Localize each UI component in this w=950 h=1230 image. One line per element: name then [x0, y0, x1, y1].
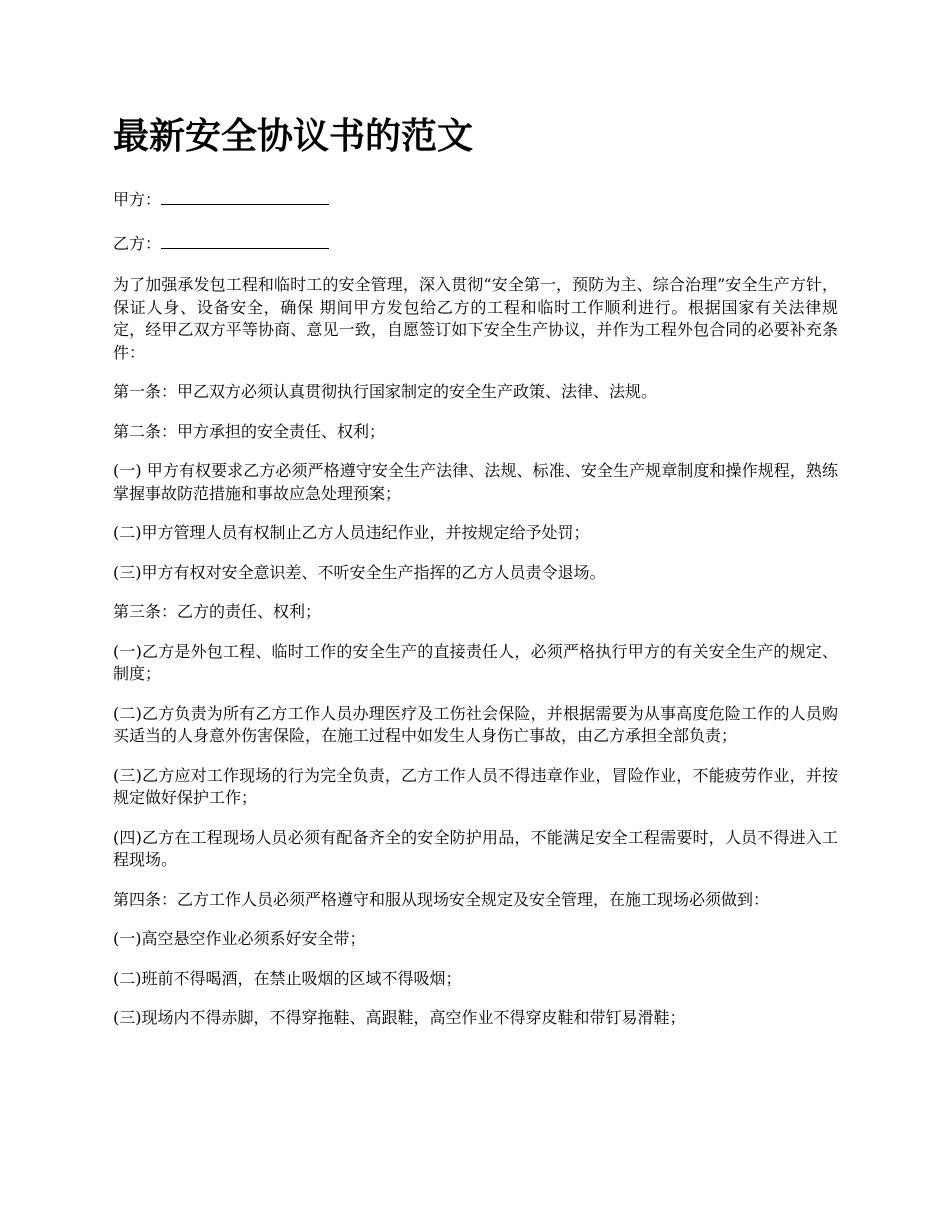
paragraph-article-2-item-2: (二)甲方管理人员有权制止乙方人员违纪作业，并按规定给予处罚；: [113, 523, 590, 542]
paragraph-intro: 为了加强承发包工程和临时工的安全管理，深入贯彻“安全第一，预防为主、综合治理”安全生产方针，保证人身、设备安全，确保 期间甲方发包给乙方的工程和临时工作顺利进行。根据国家有关法律规定，经甲乙双方平等协商、意见一致，自愿签订如下安全生产协议，并作为工程外包合同的必要补充条件：: [113, 275, 838, 362]
party-a-line: [113, 186, 838, 212]
paragraph-article-4-item-2: (二)班前不得喝酒，在禁止吸烟的区域不得吸烟；: [113, 968, 462, 988]
paragraph-article-3-item-3: (三)乙方应对工作现场的行为完全负责，乙方工作人员不得违章作业，冒险作业，不能疲劳作业，并按规定做好保护工作；: [113, 765, 838, 807]
party-b-line: [113, 230, 838, 256]
party-b-label: 乙方：: [113, 234, 162, 253]
paragraph-article-3-item-2: (二)乙方负责为所有乙方工作人员办理医疗及工伤社会保险，并根据需要为从事高度危险工作的人员购买适当的人身意外伤害保险，在施工过程中如发生人身伤亡事故，由乙方承担全部负责；: [113, 703, 838, 745]
party-a-blank: [161, 186, 329, 205]
party-b-blank: [161, 230, 329, 249]
paragraph-article-2-item-1: (一) 甲方有权要求乙方必须严格遵守安全生产法律、法规、标准、安全生产规章制度和操作规程，熟练掌握事故防范措施和事故应急处理预案；: [113, 461, 838, 503]
paragraph-article-1: 第一条：甲乙双方必须认真贯彻执行国家制定的安全生产政策、法律、法规。: [113, 382, 658, 401]
paragraph-article-3: 第三条：乙方的责任、权利；: [113, 602, 322, 621]
paragraph-article-3-item-1: (一)乙方是外包工程、临时工作的安全生产的直接责任人，必须严格执行甲方的有关安全生产的规定、制度；: [113, 641, 838, 683]
paragraph-article-4: 第四条：乙方工作人员必须严格遵守和服从现场安全规定及安全管理，在施工现场必须做到：: [113, 889, 770, 909]
paragraph-article-2-item-3: (三)甲方有权对安全意识差、不听安全生产指挥的乙方人员责令退场。: [113, 562, 606, 582]
paragraph-article-3-item-4: (四)乙方在工程现场人员必须有配备齐全的安全防护用品，不能满足安全工程需要时，人员不得进入工程现场。: [113, 827, 838, 869]
party-a-label: 甲方：: [113, 190, 162, 209]
paragraph-article-2: 第二条：甲方承担的安全责任、权利；: [113, 421, 386, 441]
paragraph-article-4-item-3: (三)现场内不得赤脚，不得穿拖鞋、高跟鞋，高空作业不得穿皮鞋和带钉易滑鞋；: [113, 1008, 686, 1027]
paragraph-article-4-item-1: (一)高空悬空作业必须系好安全带；: [113, 929, 366, 948]
document-title: 最新安全协议书的范文: [113, 115, 474, 157]
